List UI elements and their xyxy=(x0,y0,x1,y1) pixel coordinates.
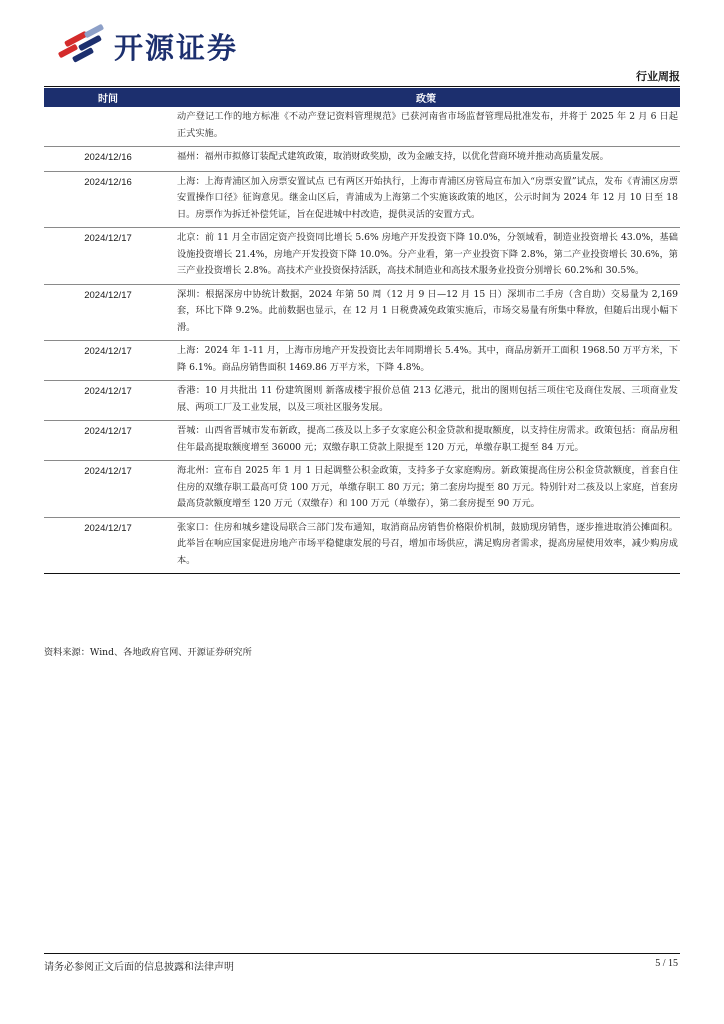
document-type-label: 行业周报 xyxy=(636,70,680,83)
table-row xyxy=(44,421,680,461)
row-date: 2024/12/17 xyxy=(44,421,172,461)
row-date: 2024/12/17 xyxy=(44,381,172,421)
logo-mark-icon xyxy=(56,22,108,66)
row-policy-text: 上海：2024 年 1-11 月，上海市房地产开发投资比去年同期增长 5.4%。其中，商品房新开工面积 1968.50 万平方米，下降 6.1%。商品房销售面积 1469.86 万平方米，下降 4.8%。 xyxy=(172,341,680,381)
row-policy-text: 福州：福州市拟修订装配式建筑政策，取消财政奖励，改为金融支持，以优化营商环境并推动高质量发展。 xyxy=(172,147,680,172)
page-number: 5 / 15 xyxy=(655,958,678,969)
source-note: 资料来源：Wind、各地政府官网、开源证券研究所 xyxy=(44,647,252,658)
disclaimer-text: 请务必参阅正文后面的信息披露和法律声明 xyxy=(44,962,234,973)
row-date: 2024/12/16 xyxy=(44,147,172,172)
row-policy-text: 张家口：住房和城乡建设局联合三部门发布通知，取消商品房销售价格限价机制，鼓励现房销售，逐步推进取消公摊面积。此举旨在响应国家促进房地产市场平稳健康发展的号召，增加市场供应，满足购房者需求，提高房屋使用效率，减少购房成本。 xyxy=(172,517,680,574)
header-divider xyxy=(44,86,680,87)
table-row xyxy=(44,107,680,147)
table-row xyxy=(44,341,680,381)
column-header-policy: 政策 xyxy=(172,88,680,107)
row-date: 2024/12/17 xyxy=(44,461,172,518)
table-row xyxy=(44,381,680,421)
footer-divider xyxy=(44,953,680,954)
row-policy-text: 晋城：山西省晋城市发布新政，提高二孩及以上多子女家庭公积金贷款和提取额度，以支持住房需求。政策包括：商品房租住年最高提取额度增至 36000 元；双缴存职工贷款上限提至 120 万元，单缴存职工提至 84 万元。 xyxy=(172,421,680,461)
table-row xyxy=(44,147,680,172)
company-logo xyxy=(56,22,276,66)
row-policy-text: 北京：前 11 月全市固定资产投资同比增长 5.6% 房地产开发投资下降 10.0%，分领域看，制造业投资增长 43.0%，基础设施投资增长 21.4%，房地产开发投资下降 10.0%。分产业看，第一产业投资下降 2.8%，第二产业投资增长 30.6%，第三产业投资增长 2.8%。高技术产业投资保持活跃，高技术制造业和高技术服务业投资分别增长 60.2%和 30.5%。 xyxy=(172,228,680,285)
row-date: 2024/12/17 xyxy=(44,228,172,285)
row-policy-text: 上海：上海青浦区加入房票安置试点 已有两区开始执行，上海市青浦区房管局宣布加入“房票安置”试点，发布《青浦区房票安置操作口径》征询意见。继金山区后，青浦成为上海第二个实施该政策的地区，公示时间为 2024 年 12 月 10 日至 18 日。房票作为拆迁补偿凭证，旨在促进城中村改造，提供灵活的安置方式。 xyxy=(172,171,680,228)
table-row xyxy=(44,284,680,341)
row-date: 2024/12/17 xyxy=(44,284,172,341)
row-policy-text: 海北州：宣布自 2025 年 1 月 1 日起调整公积金政策，支持多子女家庭购房。新政策提高住房公积金贷款额度，首套自住住房的双缴存职工最高可贷 100 万元，单缴存职工 80 万元；第二套房均提至 80 万元。特别针对二孩及以上家庭，首套房最高贷款额度增至 120 万元（双缴存）和 100 万元（单缴存），第二套房提至 90 万元。 xyxy=(172,461,680,518)
row-date: 2024/12/17 xyxy=(44,341,172,381)
table-row xyxy=(44,228,680,285)
row-policy-text: 深圳：根据深房中协统计数据，2024 年第 50 周（12 月 9 日—12 月 15 日）深圳市二手房（含自助）交易量为 2,169 套，环比下降 9.2%。此前数据也显示，在 12 月 1 日税费减免政策实施后，市场交易量有所集中释放，但随后出现小幅下滑。 xyxy=(172,284,680,341)
row-date xyxy=(44,107,172,147)
row-date: 2024/12/17 xyxy=(44,517,172,574)
table-row xyxy=(44,461,680,518)
table-row xyxy=(44,171,680,228)
table-row xyxy=(44,517,680,574)
row-policy-text: 动产登记工作的地方标准《不动产登记资料管理规范》已获河南省市场监督管理局批准发布，并将于 2025 年 2 月 6 日起正式实施。 xyxy=(172,107,680,147)
row-date: 2024/12/16 xyxy=(44,171,172,228)
column-header-date: 时间 xyxy=(44,88,172,107)
table-header-row xyxy=(44,88,680,107)
policy-table xyxy=(44,88,680,574)
logo-text: 开源证券 xyxy=(114,31,239,65)
row-policy-text: 香港：10 月共批出 11 份建筑图则 新落成楼宇报价总值 213 亿港元，批出的图则包括三项住宅及商住发展、三项商业发展、两项工厂及工业发展，以及三项社区服务发展。 xyxy=(172,381,680,421)
